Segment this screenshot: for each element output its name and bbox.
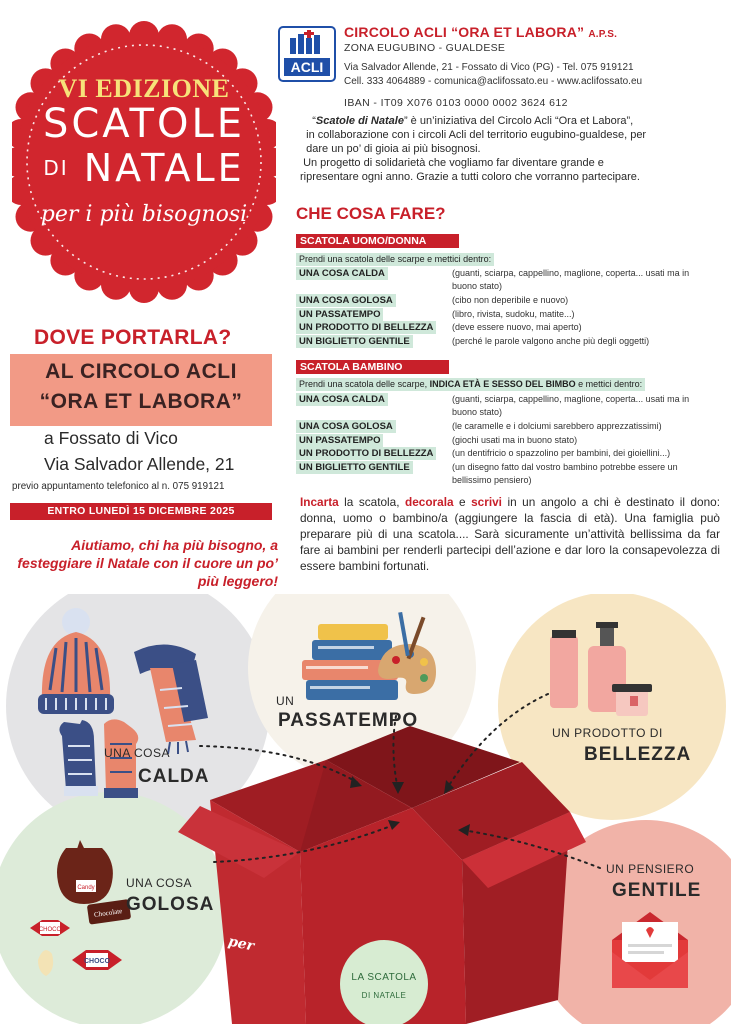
intro-p1-line3 [300, 142, 716, 156]
location-name-line2: “ORA ET LABORA” [39, 390, 243, 413]
closing-text-2: e [453, 495, 472, 509]
child-box-prompt [296, 378, 645, 391]
child-prompt-emphasis: INDICA ETÀ E SESSO DEL BIMBO [429, 379, 576, 389]
closing-paragraph [300, 494, 720, 574]
badge-title-di: DI [43, 156, 69, 180]
badge-subtitle: per i più bisognosi [40, 202, 248, 227]
org-suffix: A.P.S. [588, 29, 618, 40]
adult-item-calda [296, 267, 716, 294]
child-prompt-c: e mettici dentro: [575, 379, 643, 389]
org-address: Via Salvador Allende, 21 - Fossato di Vico (PG) - Tel. 075 919121 [344, 62, 634, 73]
intro-text [300, 114, 716, 184]
caption-calda-small: UNA COSA [104, 746, 171, 760]
caption-passatempo-small: UN [276, 694, 295, 708]
item-desc: (un disegno fatto dal vostro bambino potrebbe essere un bellissimo pensiero) [452, 462, 678, 485]
badge-edition: VI EDIZIONE [58, 74, 230, 103]
item-desc: (perché le parole valgono anche più degli oggetti) [452, 336, 650, 346]
location-street: Via Salvador Allende, 21 [44, 454, 235, 474]
envelope-icon [612, 912, 688, 988]
location-city: a Fossato di Vico [44, 428, 178, 448]
caption-calda-big: CALDA [138, 766, 210, 787]
item-label: UN PRODOTTO DI BELLEZZA [296, 321, 436, 334]
caption-golosa-big: GOLOSA [126, 894, 215, 915]
caption-gentile-small: UN PENSIERO [606, 862, 695, 876]
badge-title-scatole: SCATOLE [42, 101, 246, 147]
item-label: UN PRODOTTO DI BELLEZZA [296, 447, 436, 460]
badge-title-natale [12, 148, 276, 188]
intro-p1-rest: ” è un’iniziativa del Circolo Acli “Ora et Labora”, [403, 115, 634, 127]
item-desc: (libro, rivista, sudoku, matite...) [452, 309, 575, 319]
item-desc: (cibo non deperibile e nuovo) [452, 295, 569, 305]
adult-box-prompt: Prendi una scatola delle scarpe e mettici dentro: [296, 253, 494, 266]
closing-verb-wrap: Incarta [300, 495, 339, 509]
box-per-label: per [226, 933, 256, 955]
intro-p1-line3-text: dare un po’ di gioia ai più bisognosi. [306, 143, 481, 155]
item-desc: (le caramelle e i dolciumi sarebbero apprezzatissimi) [452, 421, 662, 431]
item-label: UNA COSA CALDA [296, 393, 388, 406]
intro-p1-line2 [300, 128, 716, 142]
org-contacts[interactable]: Cell. 333 4064889 - comunica@aclifossato.eu - www.aclifossato.eu [344, 76, 643, 87]
org-name-text: CIRCOLO ACLI “ORA ET LABORA” [344, 24, 585, 40]
item-desc: (guanti, sciarpa, cappellino, maglione, coperta... usati ma in buono stato) [452, 268, 690, 291]
item-label: UNA COSA CALDA [296, 267, 388, 280]
caption-bellezza-small: UN PRODOTTO DI [552, 726, 663, 740]
child-prompt-a: Prendi una scatola delle scarpe, [299, 379, 430, 389]
intro-p2-line2 [300, 170, 716, 184]
closing-text-1: la scatola, [338, 495, 406, 509]
closing-verb-write: scrivi [471, 495, 502, 509]
scatola-label-line2: DI NATALE [361, 991, 407, 1000]
caption-gentile-big: GENTILE [612, 880, 702, 901]
caption-bellezza-big: BELLEZZA [584, 744, 692, 765]
item-label: UN PASSATEMPO [296, 434, 383, 447]
tag-adult-box: SCATOLA UOMO/DONNA [296, 234, 459, 248]
intro-p2-line2-text: ripresentare ogni anno. Grazie a tutti coloro che vorranno partecipare. [300, 171, 640, 183]
acli-logo-text: ACLI [290, 59, 324, 75]
location-name-line1: AL CIRCOLO ACLI [45, 360, 237, 383]
candy-chocolate-label: Chocolate [93, 907, 123, 919]
bottom-illustration [0, 594, 731, 1024]
section-title-what-to-do: CHE COSA FARE? [296, 204, 446, 223]
intro-p2-line1-text: Un progetto di solidarietà che vogliamo far diventare grande e [303, 157, 604, 169]
scatola-label-line1: LA SCATOLA [351, 972, 417, 983]
deadline-banner: ENTRO LUNEDÌ 15 DICEMBRE 2025 [10, 503, 272, 520]
intro-quote-open: “ [312, 115, 316, 127]
item-label: UN BIGLIETTO GENTILE [296, 335, 413, 348]
intro-initiative-name: Scatole di Natale [315, 115, 404, 127]
intro-p1 [300, 114, 716, 128]
item-label: UN BIGLIETTO GENTILE [296, 461, 413, 474]
child-item-calda [296, 393, 716, 420]
item-label: UN PASSATEMPO [296, 308, 383, 321]
closing-verb-decorate: decorala [405, 495, 454, 509]
caption-passatempo-big: PASSATEMPO [278, 710, 419, 731]
intro-p1-line2-text: in collaborazione con i circoli Acli del territorio eugubino-gualdese, per [306, 129, 647, 141]
item-desc: (giochi usati ma in buono stato) [452, 435, 578, 445]
appointment-note: previo appuntamento telefonico al n. 075 919121 [12, 481, 225, 492]
acli-logo [278, 26, 336, 82]
closing-text-3: in un angolo a chi è destinato il dono: donna, uomo o bambino/a (aggiungere la fascia di età). Una famiglia può preparare più di una scatola.... Sarà sicuramente un’attività bellissima da far fare ai bambini per renderli partecipi dell’azione e dar loro la consapevolezza di essere bambini fortunati. [300, 495, 720, 573]
tag-child-box: SCATOLA BAMBINO [296, 360, 449, 374]
item-desc: (deve essere nuovo, mai aperto) [452, 322, 582, 332]
item-label: UNA COSA GOLOSA [296, 420, 396, 433]
where-title: DOVE PORTARLA? [34, 326, 232, 349]
item-desc: (guanti, sciarpa, cappellino, maglione, coperta... usati ma in buono stato) [452, 394, 690, 417]
org-iban: IBAN - IT09 X076 0103 0000 0002 3624 612 [344, 97, 568, 109]
org-zone: ZONA EUGUBINO - GUALDESE [344, 42, 506, 54]
org-name [344, 24, 617, 40]
item-desc: (un dentifricio o spazzolino per bambini, dei gioiellini...) [452, 448, 671, 458]
candy-choco-label-2: CHOCO [83, 958, 111, 965]
candy-choco-label-1: CHOCO [38, 927, 62, 933]
intro-p2-line1 [300, 156, 716, 170]
caption-golosa-small: UNA COSA [126, 876, 193, 890]
slogan: Aiutiamo, chi ha più bisogno, a festeggiare il Natale con il cuore un po’ più leggero! [17, 537, 278, 589]
item-label: UNA COSA GOLOSA [296, 294, 396, 307]
badge-title-natale-word: NATALE [83, 146, 245, 190]
candy-brand-label: Candy [77, 885, 95, 891]
